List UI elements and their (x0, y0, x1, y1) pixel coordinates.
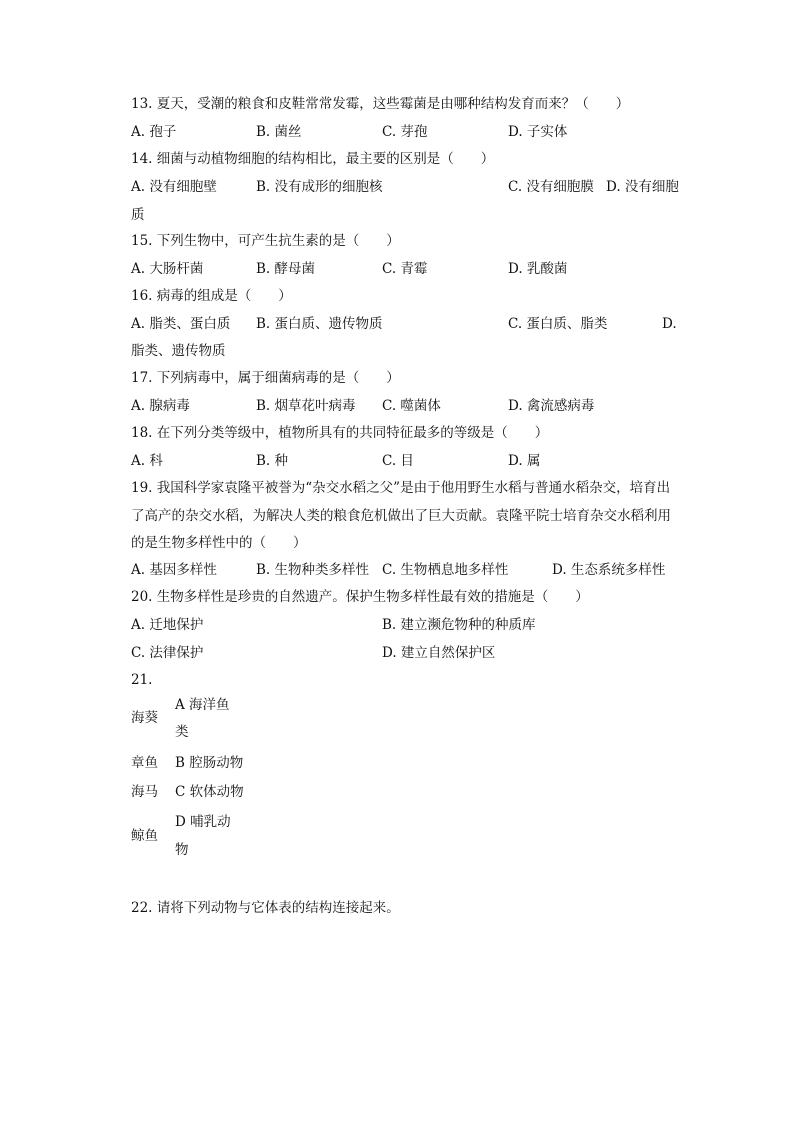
q21-category-d-line2: 物 (175, 842, 189, 858)
q19-option-c: C. 生物栖息地多样性 (382, 562, 509, 578)
q20-option-c: C. 法律保护 (131, 645, 204, 661)
question-15-stem: 15. 下列生物中，可产生抗生素的是（ ） (131, 233, 400, 249)
q16-option-wrap: 脂类、遗传物质 (131, 343, 226, 359)
question-19-stem-line-3: 的是生物多样性中的（ ） (131, 535, 307, 551)
q18-option-c: C. 目 (382, 453, 414, 469)
question-16-stem: 16. 病毒的组成是（ ） (131, 288, 292, 304)
q21-category-a-line1: A 海洋鱼 (175, 697, 230, 713)
q20-option-a: A. 迁地保护 (131, 617, 204, 633)
q16-option-d: D. (662, 316, 677, 332)
q13-option-c: C. 芽孢 (382, 124, 428, 140)
q16-option-b: B. 蛋白质、遗传物质 (256, 316, 383, 332)
q13-option-d: D. 子实体 (508, 124, 568, 140)
q21-animal-zhangyu: 章鱼 (131, 755, 158, 771)
q14-option-b: B. 没有成形的细胞核 (256, 179, 383, 195)
q15-option-d: D. 乳酸菌 (508, 261, 568, 277)
q21-category-b: B 腔肠动物 (175, 755, 244, 771)
q18-option-b: B. 种 (256, 453, 289, 469)
q13-option-b: B. 菌丝 (256, 124, 302, 140)
q21-animal-haikui: 海葵 (131, 710, 158, 726)
q21-category-d-line1: D 哺乳动 (175, 814, 231, 830)
q21-animal-jingyu: 鲸鱼 (131, 828, 158, 844)
question-14-stem: 14. 细菌与动植物细胞的结构相比，最主要的区别是（ ） (131, 151, 495, 167)
question-13-stem: 13. 夏天，受潮的粮食和皮鞋常常发霉，这些霉菌是由哪种结构发育而来？（ ） (131, 96, 630, 112)
q14-option-wrap: 质 (131, 207, 145, 223)
q15-option-a: A. 大肠杆菌 (131, 261, 204, 277)
question-19-stem-line-1: 19. 我国科学家袁隆平被誉为“杂交水稻之父”是由于他用野生水稻与普通水稻杂交，培育出 (131, 480, 671, 496)
q16-option-c: C. 蛋白质、脂类 (508, 316, 608, 332)
q14-option-a: A. 没有细胞壁 (131, 179, 217, 195)
q19-option-a: A. 基因多样性 (131, 562, 217, 578)
q17-option-a: A. 腺病毒 (131, 398, 190, 414)
q16-option-a: A. 脂类、蛋白质 (131, 316, 231, 332)
q17-option-d: D. 禽流感病毒 (508, 398, 595, 414)
q14-option-d: D. 没有细胞 (606, 179, 679, 195)
q20-option-d: D. 建立自然保护区 (382, 645, 496, 661)
q21-category-a-line2: 类 (175, 724, 189, 740)
question-20-stem: 20. 生物多样性是珍贵的自然遗产。保护生物多样性最有效的措施是（ ） (131, 589, 589, 605)
q18-option-a: A. 科 (131, 453, 163, 469)
question-19-stem-line-2: 了高产的杂交水稻，为解决人类的粮食危机做出了巨大贡献。袁隆平院士培育杂交水稻利用 (131, 508, 671, 524)
question-17-stem: 17. 下列病毒中，属于细菌病毒的是（ ） (131, 370, 400, 386)
q15-option-b: B. 酵母菌 (256, 261, 316, 277)
q19-option-b: B. 生物种类多样性 (256, 562, 370, 578)
q17-option-c: C. 噬菌体 (382, 398, 441, 414)
q18-option-d: D. 属 (508, 453, 541, 469)
q21-category-c: C 软体动物 (175, 784, 244, 800)
q20-option-b: B. 建立濒危物种的种质库 (382, 617, 536, 633)
q14-option-c: C. 没有细胞膜 (508, 179, 594, 195)
q15-option-c: C. 青霉 (382, 261, 428, 277)
q13-option-a: A. 孢子 (131, 124, 177, 140)
question-18-stem: 18. 在下列分类等级中，植物所具有的共同特征最多的等级是（ ） (131, 425, 549, 441)
q21-animal-haima: 海马 (131, 784, 158, 800)
question-21-number: 21. (131, 672, 153, 688)
question-22-stem: 22. 请将下列动物与它体表的结构连接起来。 (131, 900, 400, 916)
q19-option-d: D. 生态系统多样性 (552, 562, 666, 578)
q17-option-b: B. 烟草花叶病毒 (256, 398, 356, 414)
